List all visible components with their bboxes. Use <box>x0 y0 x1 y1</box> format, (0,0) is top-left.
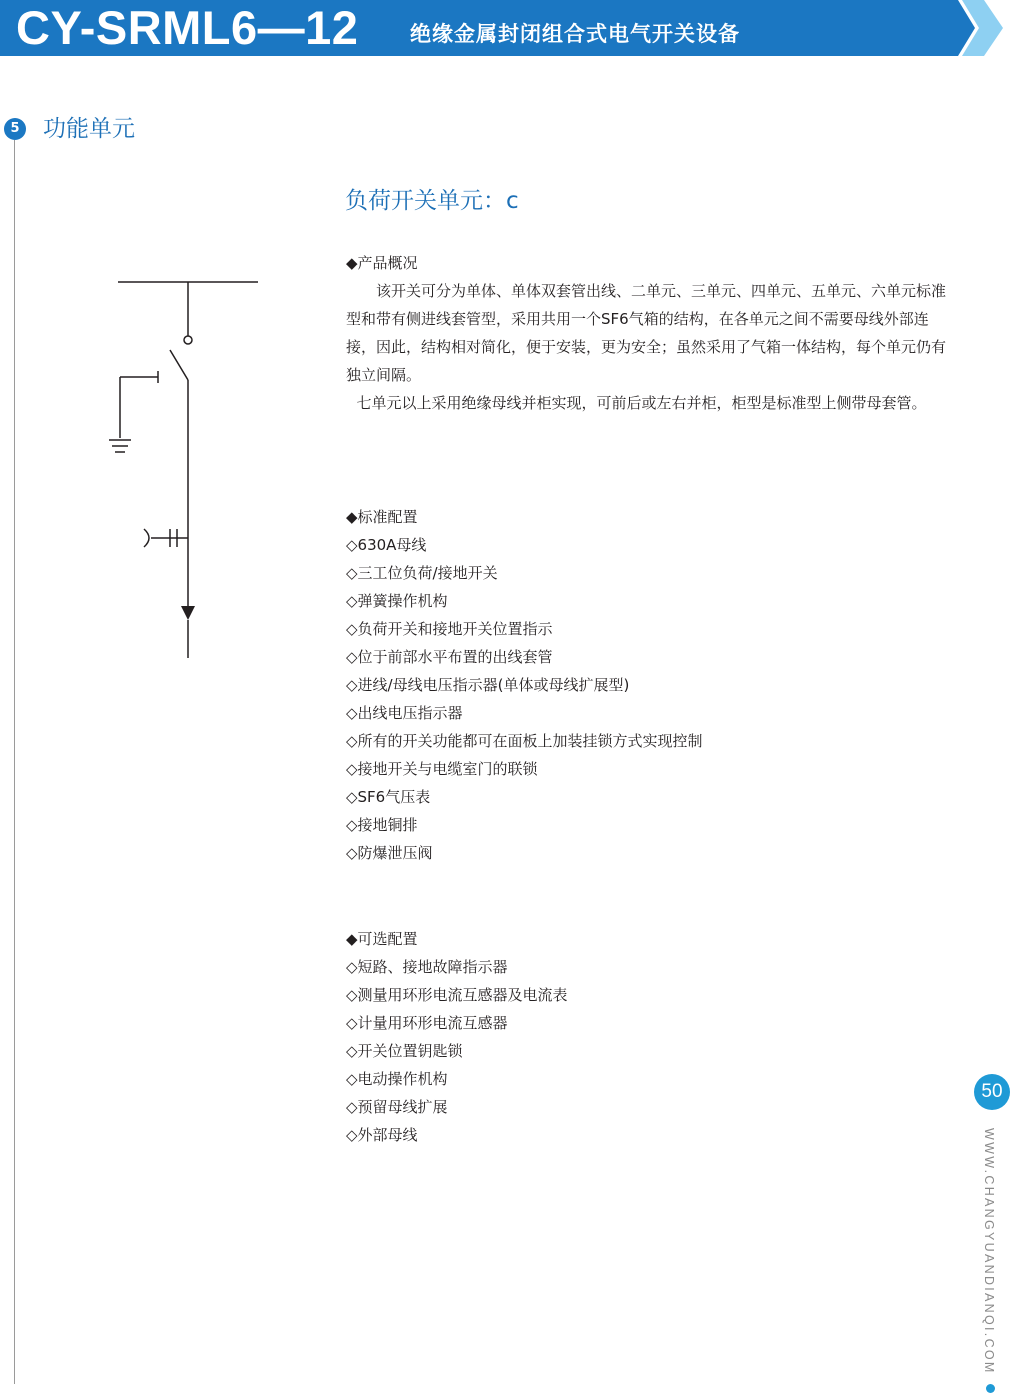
overview-section <box>346 249 952 417</box>
list-item: ◇进线/母线电压指示器(单体或母线扩展型) <box>346 676 630 694</box>
overview-heading: ◆产品概况 <box>346 254 418 272</box>
standard-config-heading: ◆标准配置 <box>346 508 418 526</box>
indicator-arc-icon <box>144 529 149 547</box>
unit-title: 负荷开关单元：c <box>345 188 519 214</box>
single-line-diagram <box>100 270 270 674</box>
list-item: ◇弹簧操作机构 <box>346 592 448 610</box>
list-item: ◇外部母线 <box>346 1126 418 1144</box>
list-item: ◇位于前部水平布置的出线套管 <box>346 648 553 666</box>
list-item: ◇计量用环形电流互感器 <box>346 1014 508 1032</box>
list-item: ◇测量用环形电流互感器及电流表 <box>346 986 568 1004</box>
outgoing-arrow-icon <box>181 606 195 620</box>
list-item: ◇三工位负荷/接地开关 <box>346 564 498 582</box>
section-title: 功能单元 <box>43 116 135 142</box>
header-bar <box>0 0 1012 56</box>
list-item: ◇接地开关与电缆室门的联锁 <box>346 760 538 778</box>
optional-config-list <box>346 953 952 1149</box>
optional-config-heading: ◆可选配置 <box>346 930 418 948</box>
list-item: ◇SF6气压表 <box>346 788 431 806</box>
list-item: ◇负荷开关和接地开关位置指示 <box>346 620 553 638</box>
list-item: ◇所有的开关功能都可在面板上加装挂锁方式实现控制 <box>346 732 703 750</box>
footer-dot <box>986 1384 995 1393</box>
product-subtitle: 绝缘金属封闭组合式电气开关设备 <box>410 22 740 46</box>
list-item: ◇630A母线 <box>346 536 427 554</box>
left-margin-rule <box>14 140 15 1384</box>
overview-paragraph-1: 该开关可分为单体、单体双套管出线、二单元、三单元、四单元、五单元、六单元标准型和带有侧进线套管型，采用共用一个SF6气箱的结构，在各单元之间不需要母线外部连接，因此，结构相对简化，便于安装，更为安全；虽然采用了气箱一体结构，每个单元仍有独立间隔。 <box>346 282 947 384</box>
list-item: ◇出线电压指示器 <box>346 704 463 722</box>
load-switch-blade <box>170 350 188 380</box>
optional-config-section <box>346 925 952 1149</box>
isolator-contact-icon <box>184 336 192 344</box>
section-number-badge: 5 <box>4 118 26 140</box>
standard-config-section <box>346 503 952 867</box>
overview-paragraph-2: 七单元以上采用绝缘母线并柜实现，可前后或左右并柜，柜型是标准型上侧带母套管。 <box>356 394 927 412</box>
list-item: ◇预留母线扩展 <box>346 1098 448 1116</box>
standard-config-list <box>346 531 952 867</box>
page-number-badge: 50 <box>974 1074 1010 1110</box>
list-item: ◇开关位置钥匙锁 <box>346 1042 463 1060</box>
load-switch-schematic <box>100 270 270 670</box>
list-item: ◇电动操作机构 <box>346 1070 448 1088</box>
list-item: ◇防爆泄压阀 <box>346 844 433 862</box>
list-item: ◇短路、接地故障指示器 <box>346 958 508 976</box>
list-item: ◇接地铜排 <box>346 816 418 834</box>
product-model: CY-SRML6—12 <box>16 1 359 54</box>
website-url: WWW.CHANGYUANDIANQI.COM <box>982 1128 996 1375</box>
